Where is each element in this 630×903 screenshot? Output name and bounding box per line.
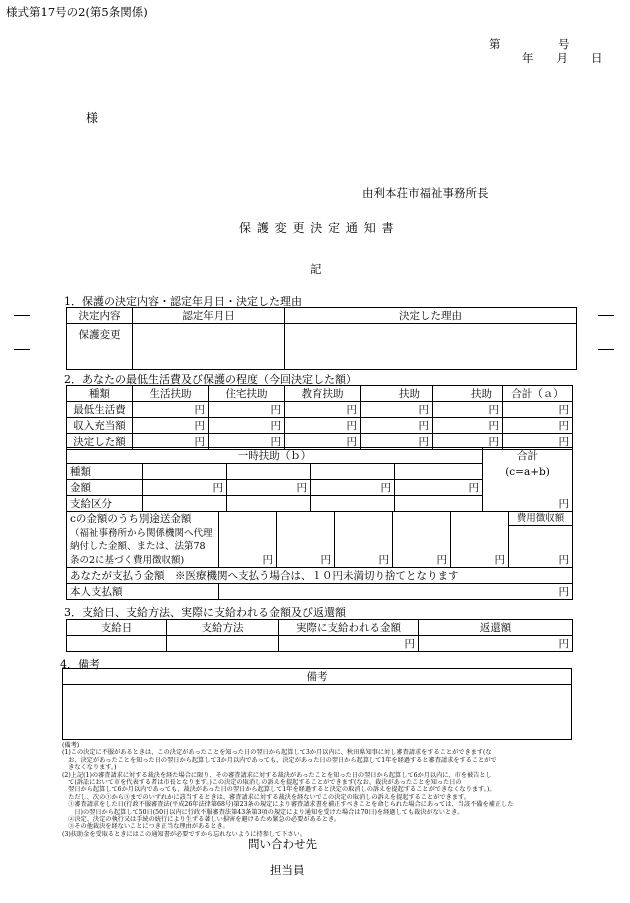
row-label: 決定した額 bbox=[67, 434, 133, 450]
decision-reason-value bbox=[285, 324, 577, 370]
yen-cell: 円 bbox=[133, 402, 209, 418]
column-header: 生活扶助 bbox=[133, 386, 209, 402]
row-label: 金額 bbox=[67, 480, 143, 496]
yen-cell: 円 bbox=[219, 512, 277, 568]
column-header: 扶助 bbox=[433, 386, 503, 402]
column-header: 支給方法 bbox=[167, 620, 279, 636]
total-cell bbox=[483, 480, 573, 496]
yen-cell: 円 bbox=[143, 480, 227, 496]
document-title: 保 護 変 更 決 定 通 知 書 bbox=[239, 221, 395, 235]
table-row bbox=[67, 496, 573, 512]
note-line: (1)この決定に不服があるときは、この決定があったことを知った日の翌日から起算して3か月以内に、秋田県知事に対し審査請求をすることができます(な bbox=[62, 749, 492, 757]
fee-cell bbox=[509, 512, 573, 568]
yen-cell: 円 bbox=[209, 402, 285, 418]
note-line: て(訴訟において市を代表する者は市長となります。)この決定の取消しの訴えを提起することができます(なお、裁決があったことを知った日の bbox=[62, 779, 462, 787]
yen-cell: 円 bbox=[433, 434, 503, 450]
notes-block bbox=[62, 742, 513, 838]
separate-remittance-label bbox=[67, 512, 219, 568]
column-header: 合計（ａ） bbox=[503, 386, 573, 402]
note-line: ただし、次の①から③までのいずれかに該当するときは、審査請求に対する裁決を経ないでこの決定の取消しの訴えを提起することができます。 bbox=[62, 793, 470, 801]
column-header: 返還額 bbox=[419, 620, 573, 636]
payment-table bbox=[66, 619, 573, 652]
note-line: お、決定があったことを知った日の翌日から起算して3か月以内であっても、決定があった日の翌日から起算して1年を経過すると審査請求をすることがで bbox=[62, 756, 497, 764]
yen-cell: 円 bbox=[279, 636, 419, 652]
yen-cell: 円 bbox=[361, 418, 433, 434]
decision-content-value: 保護変更 bbox=[67, 324, 133, 370]
note-line: 翌日から起算して6か月以内であっても、裁決があった日の翌日から起算して1年を経過すると決定の取消しの訴えを提起することができなくなります。)。 bbox=[62, 786, 496, 794]
column-header: 教育扶助 bbox=[285, 386, 361, 402]
yen-cell: 円 bbox=[503, 418, 573, 434]
total-label: 合計 bbox=[483, 448, 573, 464]
row-label: 最低生活費 bbox=[67, 402, 133, 418]
recognition-date-value bbox=[133, 324, 285, 370]
self-pay-yen: 円 bbox=[219, 584, 573, 600]
column-header: 支給日 bbox=[67, 620, 167, 636]
yen-cell: 円 bbox=[311, 480, 395, 496]
note-line: きなくなります。) bbox=[62, 764, 117, 772]
remarks-table bbox=[62, 668, 572, 740]
category-cell bbox=[311, 496, 395, 512]
separate-remittance-desc: （福祉事務所から関係機関へ代理 bbox=[70, 527, 213, 539]
type-cell bbox=[395, 464, 483, 480]
fold-mark bbox=[598, 349, 614, 350]
table-row bbox=[67, 402, 573, 418]
ki-label: 記 bbox=[310, 262, 322, 276]
category-cell bbox=[143, 496, 227, 512]
note-line: (2)上記(1)の審査請求に対する裁決を経た場合に限り、その審査請求に対する裁決があったことを知った日の翌日から起算して6か月以内に、市を被告とし bbox=[62, 771, 492, 779]
form-number: 様式第17号の2(第5条関係) bbox=[6, 5, 148, 19]
self-pay-label: 本人支払額 bbox=[67, 584, 219, 600]
table-row bbox=[67, 464, 573, 480]
note-line: (3)扶助金を受取るときにはこの通知書が必要ですから忘れないように持参して下さい。 bbox=[62, 830, 306, 838]
payment-date-cell bbox=[67, 636, 167, 652]
row-label: 支給区分 bbox=[67, 496, 143, 512]
fold-mark bbox=[14, 349, 30, 350]
separate-remittance-table bbox=[66, 511, 573, 600]
document-number: 第 号 bbox=[489, 37, 570, 51]
yen-cell: 円 bbox=[209, 418, 285, 434]
fold-mark bbox=[14, 315, 30, 316]
row-label: 収入充当額 bbox=[67, 418, 133, 434]
remarks-body bbox=[63, 685, 572, 740]
document-date: 年 月 日 bbox=[522, 51, 603, 65]
contact-label: 問い合わせ先 bbox=[248, 837, 317, 851]
yen-cell: 円 bbox=[277, 512, 335, 568]
column-header: 実際に支給われる金額 bbox=[279, 620, 419, 636]
column-header: 扶助 bbox=[361, 386, 433, 402]
total-yen-cell: 円 bbox=[483, 496, 573, 512]
onetime-assistance-table bbox=[66, 447, 573, 512]
section2-title: 2．あなたの最低生活費及び保護の程度（今回決定した額） bbox=[64, 373, 357, 386]
fee-label: 費用徴収額 bbox=[509, 512, 572, 526]
note-line: 日)の翌日から起算して50日(50日以内に行政不服審査法第43条第3項の規定により通知を受けた場合は70日)を経過しても裁決がないとき。 bbox=[62, 808, 464, 816]
separate-remittance-desc: 納付した金額、または、法第78 bbox=[70, 541, 206, 552]
type-cell bbox=[143, 464, 227, 480]
recipient-suffix: 様 bbox=[86, 111, 99, 125]
row-label: 種類 bbox=[67, 464, 143, 480]
yen-cell: 円 bbox=[393, 512, 451, 568]
type-cell bbox=[311, 464, 395, 480]
note-line: ③その他裁決を経ないことにつき正当な理由があるとき。 bbox=[62, 823, 229, 831]
fee-yen: 円 bbox=[558, 554, 569, 566]
table-row bbox=[67, 480, 573, 496]
onetime-title: 一時扶助（ｂ） bbox=[67, 448, 483, 464]
type-cell bbox=[227, 464, 311, 480]
separate-remittance-title: cの金額のうち別途送金額 bbox=[70, 513, 192, 525]
yen-cell: 円 bbox=[503, 402, 573, 418]
yen-cell: 円 bbox=[133, 418, 209, 434]
note-line: ②決定、決定の執行又は手続の続行により生ずる著しい損害を避けるため緊急の必要があるとき。 bbox=[62, 816, 341, 824]
yen-cell: 円 bbox=[209, 434, 285, 450]
payment-note: あなたが支払う金額 ※医療機関へ支払う場合は、１０円未満切り捨てとなります bbox=[67, 568, 573, 584]
decision-reason-header: 決定した理由 bbox=[285, 308, 577, 324]
table-row bbox=[67, 584, 573, 600]
yen-cell: 円 bbox=[361, 402, 433, 418]
note-line: (備考) bbox=[62, 742, 80, 749]
section1-title: 1．保護の決定内容・認定年月日・決定した理由 bbox=[64, 295, 302, 308]
fold-mark bbox=[598, 315, 614, 316]
yen-cell: 円 bbox=[227, 480, 311, 496]
category-cell bbox=[227, 496, 311, 512]
decision-table bbox=[66, 307, 577, 370]
yen-cell: 円 bbox=[335, 512, 393, 568]
decision-content-header: 決定内容 bbox=[67, 308, 133, 324]
payment-method-cell bbox=[167, 636, 279, 652]
yen-cell: 円 bbox=[285, 402, 361, 418]
table-row bbox=[67, 418, 573, 434]
yen-cell: 円 bbox=[395, 480, 483, 496]
staff-label: 担当員 bbox=[270, 863, 305, 877]
section4-title: 4．備考 bbox=[60, 658, 100, 671]
yen-cell: 円 bbox=[285, 418, 361, 434]
yen-cell: 円 bbox=[451, 512, 509, 568]
yen-cell: 円 bbox=[361, 434, 433, 450]
table-row bbox=[67, 636, 573, 652]
separate-remittance-desc: 条の2に基づく費用徴収額) bbox=[70, 554, 185, 566]
yen-cell: 円 bbox=[433, 402, 503, 418]
yen-cell: 円 bbox=[133, 434, 209, 450]
remarks-header: 備考 bbox=[63, 669, 572, 685]
column-header: 種類 bbox=[67, 386, 133, 402]
note-line: ①審査請求をした日(行政不服審査法(平成26年法律第68号)第23条の規定により審査請求書を補正すべきことを命じられた場合にあっては、当該不備を補正した bbox=[62, 801, 514, 809]
yen-cell: 円 bbox=[285, 434, 361, 450]
yen-cell: 円 bbox=[503, 434, 573, 450]
recognition-date-header: 認定年月日 bbox=[133, 308, 285, 324]
issuer-name: 由利本荘市福祉事務所長 bbox=[362, 186, 489, 200]
section3-title: 3．支給日、支給方法、実際に支給われる金額及び返還額 bbox=[64, 606, 346, 619]
yen-cell: 円 bbox=[419, 636, 573, 652]
living-cost-table bbox=[66, 385, 573, 450]
total-formula: (c=a+b) bbox=[483, 464, 573, 480]
column-header: 住宅扶助 bbox=[209, 386, 285, 402]
category-cell bbox=[395, 496, 483, 512]
yen-cell: 円 bbox=[433, 418, 503, 434]
